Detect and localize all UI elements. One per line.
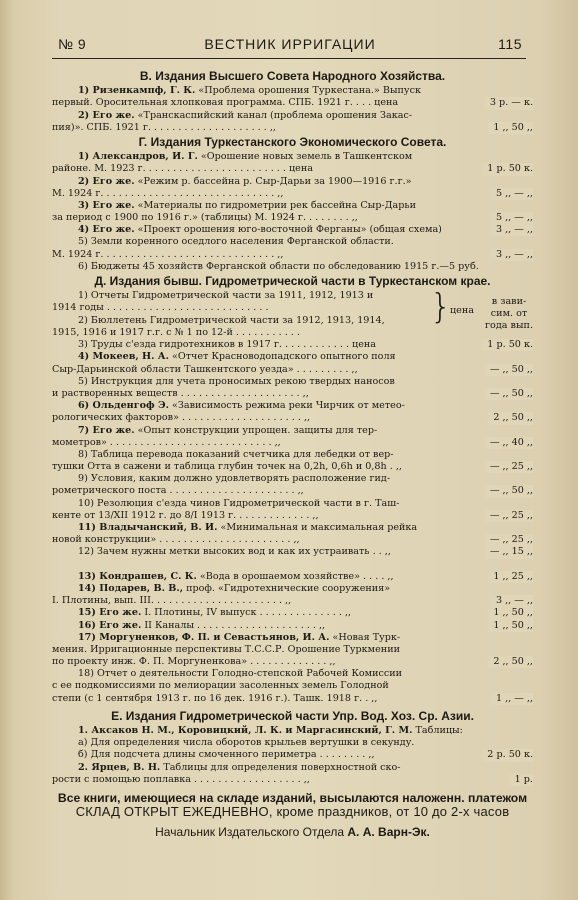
entry-text: «Зависимость режима реки Чирчик от метео- — [168, 400, 405, 412]
list-item — [52, 473, 533, 485]
list-item — [52, 351, 533, 363]
entry-text: 6) Бюджеты 45 хозяйств Ферганской области по обследованию 1915 г.—5 руб. — [78, 260, 479, 272]
entry-text: б) Для подсчета длины смоченного периметра . . . . . . . . ,, — [78, 749, 375, 761]
list-item — [52, 437, 533, 449]
entry-price: 1 р. 50 к. — [479, 163, 533, 175]
entry-text: по проекту инж. Ф. П. Моргуненкова» . . . . . . . . . . . . . ,, — [52, 656, 336, 668]
entry-author: 4) Его же. — [78, 224, 135, 236]
entry-text: с ее подкомиссиями по мелиорации засоленных земель Голодной — [52, 680, 389, 692]
header-rule — [52, 58, 526, 59]
brace: } — [430, 287, 452, 328]
section-d-entries — [52, 339, 533, 705]
entry-text: 3) Труды с'езда гидротехников в 1917 г. . . . . . . . . . . . цена — [78, 339, 377, 351]
entry-text: I. Плотины, вып. III. . . . . . . . . . . . . . . . . . . . . . ,, — [52, 595, 292, 607]
list-item — [52, 339, 533, 351]
journal-title: ВЕСТНИК ИРРИГАЦИИ — [204, 36, 376, 52]
footer-notice: Все книги, имеющиеся на складе изданий, высылаются наложенн. платежом — [57, 791, 528, 805]
entry-author: 2. Ярцев, В. Н. — [78, 761, 161, 773]
list-item — [52, 762, 533, 774]
list-item: 1) Отчеты Гидрометрической части за 1911, 1912, 1913 и — [78, 290, 374, 302]
list-item — [52, 546, 533, 558]
entry-text: «Отчет Красноводопадского опытного поля — [168, 351, 396, 363]
list-item — [52, 510, 533, 522]
entry-text: за период с 1900 по 1916 г.» (таблицы) М. 1924 г. . . . . . . . ,, — [52, 212, 358, 224]
running-header — [58, 36, 522, 54]
entry-text: «Вода в орошаемом хозяйстве» . . . . ,, — [196, 570, 394, 582]
entry-text: новой конструкции» . . . . . . . . . . . . . . . . . . . . . . ,, — [52, 534, 300, 546]
entry-text: 8) Таблица перевода показаний счетчика для лебедки от вер- — [78, 448, 394, 460]
entry-text: рометрического поста . . . . . . . . . . . . . . . . . . . . . ,, — [52, 485, 304, 497]
list-item — [52, 693, 533, 705]
list-item — [52, 188, 533, 200]
entry-text: 5) Земли коренного оседлого населения Ферганской области. — [78, 236, 394, 248]
entry-price: — ,, 50 ,, — [482, 388, 533, 400]
entry-text: М. 1924 г. . . . . . . . . . . . . . . . . . . . . . . . . . . . . ,, — [52, 248, 284, 260]
catalog-body — [52, 68, 533, 839]
entry-price: 3 р. — к. — [482, 97, 533, 109]
list-item — [52, 595, 533, 607]
entry-text: Таблицы: — [412, 725, 463, 737]
list-item — [52, 110, 533, 122]
page-number: 115 — [498, 36, 522, 52]
list-item — [52, 632, 533, 644]
section-heading-e: Е. Издания Гидрометрической части Упр. Вод. Хоз. Ср. Азии. — [111, 708, 474, 723]
entry-author: 11) Владычанский, В. И. — [78, 522, 218, 534]
entry-price: 2 ,, 50 ,, — [485, 656, 533, 668]
entry-text: «Новая Турк- — [329, 631, 401, 643]
entry-text: II Каналы . . . . . . . . . . . . . . . . . . . . ,, — [141, 619, 326, 631]
list-item — [52, 680, 533, 692]
list-item — [52, 261, 533, 273]
list-item — [52, 774, 533, 786]
list-item — [52, 522, 533, 534]
entry-price: — ,, 25 ,, — [482, 461, 533, 473]
entry-price: 3 ,, — ,, — [488, 224, 533, 236]
entry-price: 3 ,, — ,, — [488, 249, 533, 261]
entry-text: 18) Отчет о деятельности Голодно-степской Рабочей Комиссии — [78, 668, 403, 680]
section-e-entries — [52, 725, 533, 786]
entry-price: 1 ,, 50 ,, — [485, 607, 533, 619]
entry-text: рости с помощью поплавка . . . . . . . . . . . . . . . . . . ,, — [52, 773, 310, 785]
entry-text: 12) Зачем нужны метки высоких вод и как их устраивать . . ,, — [78, 546, 391, 558]
list-item — [52, 485, 533, 497]
entry-author: 7) Его же. — [78, 424, 135, 436]
entry-text: и растворенных веществ . . . . . . . . . . . . . . . . . . . . ,, — [52, 387, 309, 399]
entry-text: Таблицы для определения поверхностной ско- — [160, 761, 401, 773]
entry-price: — ,, 40 ,, — [482, 437, 533, 449]
entry-text: М. 1924 г. . . . . . . . . . . . . . . . . . . . . . . . . . . . . ,, — [52, 187, 284, 199]
entry-text: «Материалы по гидрометрии рек бассейна Сыр-Дарьи — [134, 199, 416, 211]
footer-signature — [52, 826, 533, 838]
issue-number: № 9 — [58, 36, 87, 52]
entry-text: 10) Резолюция с'езда чинов Гидрометрической части в г. Таш- — [78, 497, 400, 509]
entry-author: 2) Его же. — [78, 175, 135, 187]
entry-text: районе. М. 1923 г. . . . . . . . . . . . . . . . . . . . . . . . цена — [52, 163, 313, 175]
entry-text: а) Для определения числа оборотов крыльев вертушки в секунду. — [78, 737, 415, 749]
list-item — [52, 163, 533, 175]
list-item — [52, 725, 533, 737]
list-item — [52, 97, 533, 109]
entry-author: 1. Аксаков Н. М., Коровицкий, Л. К. и Маргасинский, Г. М. — [78, 725, 413, 737]
entry-price: 2 р. 50 к. — [479, 749, 533, 761]
list-item — [52, 620, 533, 632]
entry-text: «Минимальная и максимальная рейка — [217, 522, 418, 534]
entry-price: — ,, 50 ,, — [482, 364, 533, 376]
list-item — [52, 400, 533, 412]
entry-author: 16) Его же. — [78, 619, 142, 631]
entry-author: 1) Ризенкампф, Г. К. — [78, 85, 196, 97]
list-item — [52, 644, 533, 656]
entry-price: — ,, 25 ,, — [482, 534, 533, 546]
entry-author: 1) Александров, И. Г. — [78, 151, 198, 163]
entry-text: «Транскаспийский канал (проблема орошения Закас- — [134, 109, 413, 121]
entry-price: 5 ,, — ,, — [488, 188, 533, 200]
list-item — [52, 388, 533, 400]
list-item — [52, 449, 533, 461]
entry-author: 15) Его же. — [78, 607, 142, 619]
entry-text: мометров» . . . . . . . . . . . . . . . . . . . . . . . . . . . ,, — [52, 436, 281, 448]
list-item: 2) Бюллетень Гидрометрической части за 1912, 1913, 1914, — [78, 314, 385, 326]
entry-price: — ,, 15 ,, — [482, 546, 533, 558]
entry-text: тушки Отта в сажени и таблица глубин точек на 0,2h, 0,6h и 0,8h . ,, — [52, 461, 402, 473]
entry-text: «Опыт конструкции упрощен. защиты для тер- — [134, 424, 378, 436]
section-g-entries — [52, 151, 533, 273]
list-item — [52, 571, 533, 583]
entry-text: «Режим р. бассейна р. Сыр-Дарьи за 1900—1916 г.г.» — [134, 175, 412, 187]
entry-price: 2 ,, 50 ,, — [485, 412, 533, 424]
entry-price: 1 р. 50 к. — [479, 339, 533, 351]
signature-name: А. А. Варн-Эк. — [347, 825, 430, 840]
entry-text: 5) Инструкция для учета проносимых рекою твердых наносов — [78, 375, 395, 387]
group-price-label: цена — [450, 305, 474, 317]
entry-price: 1 ,, 25 ,, — [485, 571, 533, 583]
list-item — [52, 412, 533, 424]
list-item — [52, 425, 533, 437]
entry-text: проф. «Гидротехнические сооружения» — [183, 582, 391, 594]
list-item — [52, 200, 533, 212]
entry-text: первый. Оросительная хлопковая программа. СПБ. 1921 г. . . . цена — [52, 97, 399, 109]
list-item — [52, 534, 533, 546]
group-price: в зави- сим. от года вып. — [485, 296, 533, 332]
entry-text: «Орошение новых земель в Ташкентском — [197, 151, 413, 163]
entry-author: 3) Его же. — [78, 199, 135, 211]
list-item — [52, 607, 533, 619]
entry-author: 17) Моргуненков, Ф. П. и Севастьянов, И. А. — [78, 631, 330, 643]
entry-price: 1 р. — [507, 774, 533, 786]
entry-author: 2) Его же. — [78, 109, 135, 121]
entry-price: — ,, 25 ,, — [482, 510, 533, 522]
entry-author: 13) Кондрашев, С. К. — [78, 570, 197, 582]
entry-price: 5 ,, — ,, — [488, 212, 533, 224]
entry-text: I. Плотины, IV выпуск . . . . . . . . . . . . . . ,, — [141, 607, 352, 619]
entry-author: 6) Ольденгоф Э. — [78, 400, 169, 412]
entry-price: — ,, 50 ,, — [482, 485, 533, 497]
entry-text: пия)». СПБ. 1921 г. . . . . . . . . . . . . . . . . . . . ,, — [52, 121, 276, 133]
entry-author: 14) Подарев, В. В., — [78, 582, 184, 594]
list-item — [52, 749, 533, 761]
list-item: 1915, 1916 и 1917 г.г. с № 1 по 12-й . . . . . . . . . . . — [52, 326, 300, 338]
entry-text: кенте от 13/XII 1912 г. до 8/I 1913 г. . . . . . . . . . . . . ,, — [52, 509, 319, 521]
list-item: 1914 годы . . . . . . . . . . . . . . . . . . . . . . . . . . . — [52, 302, 269, 314]
list-item — [52, 212, 533, 224]
list-item — [52, 85, 533, 97]
section-heading-g: Г. Издания Туркестанского Экономического Совета. — [138, 134, 447, 149]
section-d-group — [52, 287, 533, 339]
list-item — [52, 176, 533, 188]
list-item — [52, 498, 533, 510]
list-item — [52, 236, 533, 248]
signature-title: Начальник Издательского Отдела — [155, 825, 345, 840]
list-item — [52, 151, 533, 163]
entry-text: рологических факторов» . . . . . . . . . . . . . . . . . . . . ,, — [52, 412, 311, 424]
entry-price: 3 ,, — ,, — [488, 595, 533, 607]
section-v-entries — [52, 85, 533, 134]
list-item — [52, 122, 533, 134]
entry-author: 4) Мокеев, Н. А. — [78, 351, 169, 363]
list-item — [52, 583, 533, 595]
entry-price: 1 ,, 50 ,, — [485, 620, 533, 632]
list-item — [52, 559, 533, 571]
list-item — [52, 668, 533, 680]
entry-text: «Проблема орошения Туркестана.» Выпуск — [195, 85, 421, 97]
list-item — [52, 364, 533, 376]
entry-text: мения. Ирригационные перспективы Т.С.С.Р. Орошение Туркмении — [52, 643, 400, 655]
list-item — [52, 461, 533, 473]
entry-price: 1 ,, — ,, — [488, 693, 533, 705]
entry-text: «Проект орошения юго-восточной Ферганы» (общая схема) — [134, 224, 442, 236]
list-item — [52, 656, 533, 668]
section-heading-d: Д. Издания бывш. Гидрометрической части в Туркестанском крае. — [94, 274, 491, 289]
entry-text: 9) Условия, каким должно удовлетворять расположение гид- — [78, 473, 391, 485]
entry-text: Сыр-Дарьинской области Ташкентского уезда» . . . . . . . . . ,, — [52, 363, 358, 375]
list-item — [52, 376, 533, 388]
list-item — [52, 737, 533, 749]
list-item — [52, 224, 533, 236]
footer-hours: СКЛАД ОТКРЫТ ЕЖЕДНЕВНО, кроме праздников, от 10 до 2-х часов — [75, 804, 510, 820]
entry-text: степи (с 1 сентября 1913 г. по 16 дек. 1916 г.). Ташк. 1918 г. . ,, — [52, 692, 378, 704]
section-heading-v: В. Издания Высшего Совета Народного Хозяйства. — [139, 69, 446, 83]
entry-price: 1 ,, 50 ,, — [485, 122, 533, 134]
list-item — [52, 249, 533, 261]
